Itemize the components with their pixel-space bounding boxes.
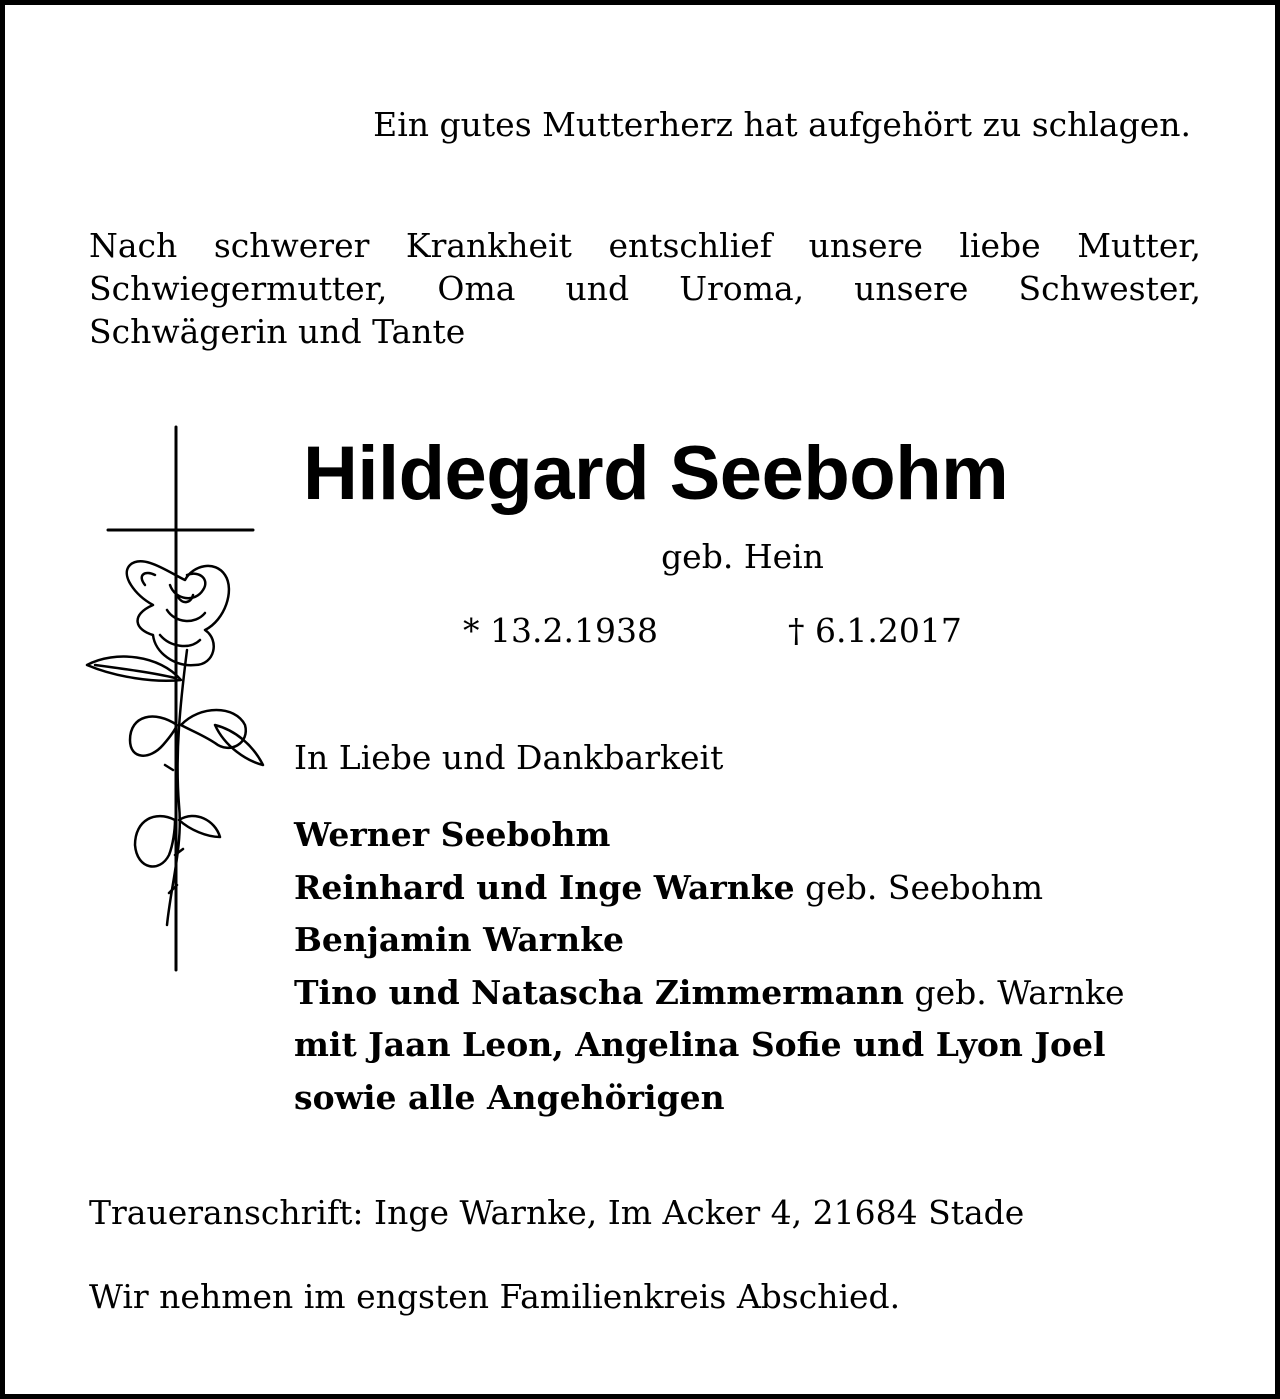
life-dates	[463, 611, 962, 650]
deceased-name: Hildegard Seebohm	[303, 431, 1009, 516]
intro-text: Nach schwerer Krankheit entschlief unsere liebe Mutter, Schwiegermutter, Oma und Uroma, unsere Schwester, Schwägerin und Tante	[89, 226, 1201, 351]
mourner-note: geb. Seebohm	[805, 867, 1044, 907]
mourner-name: Reinhard und Inge Warnke	[294, 867, 795, 907]
farewell-note: Wir nehmen im engsten Familienkreis Abschied.	[89, 1277, 901, 1316]
mourner-row	[294, 914, 1125, 967]
mourner-row	[294, 809, 1125, 862]
thanks-line: In Liebe und Dankbarkeit	[294, 738, 724, 777]
cross-with-rose-icon	[75, 425, 275, 975]
mourner-name: sowie alle Angehörigen	[294, 1077, 725, 1117]
death-date: † 6.1.2017	[787, 611, 962, 650]
mourner-name: mit Jaan Leon, Angelina Sofie und Lyon Joel	[294, 1025, 1106, 1064]
motto: Ein gutes Mutterherz hat aufgehört zu schlagen.	[373, 105, 1191, 144]
mourner-note: geb. Warnke	[914, 972, 1125, 1012]
mourner-row	[294, 1019, 1125, 1072]
mourners-list	[294, 809, 1125, 1124]
mourning-address: Traueranschrift: Inge Warnke, Im Acker 4, 21684 Stade	[89, 1193, 1025, 1232]
mourner-name: Benjamin Warnke	[294, 920, 624, 959]
mourner-row	[294, 862, 1125, 915]
mourner-name: Werner Seebohm	[294, 815, 611, 854]
mourner-row	[294, 1072, 1125, 1125]
mourner-name: Tino und Natascha Zimmermann	[294, 972, 904, 1012]
mourner-row	[294, 967, 1125, 1020]
birth-date: * 13.2.1938	[463, 611, 658, 650]
birth-name: geb. Hein	[661, 537, 824, 576]
